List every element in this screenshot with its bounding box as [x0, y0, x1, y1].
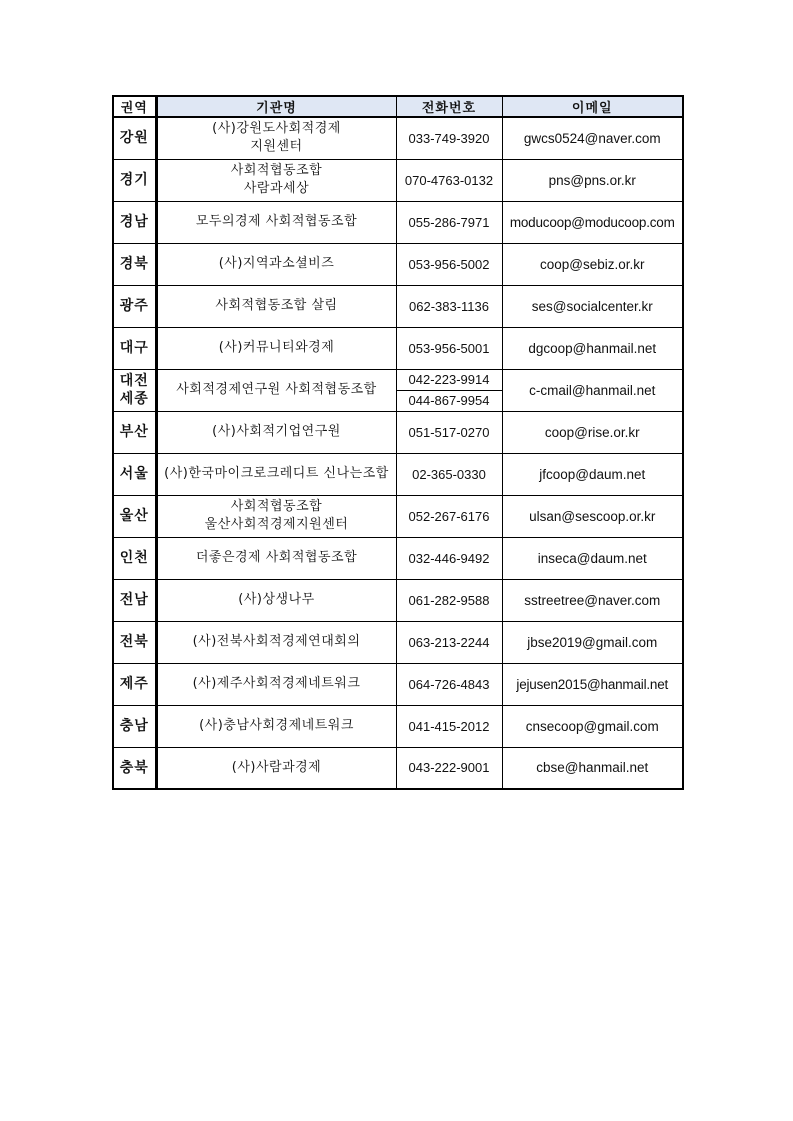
region-cell: 서울 [113, 453, 156, 495]
email-cell: ses@socialcenter.kr [502, 285, 683, 327]
table-row [113, 369, 683, 390]
org-cell: 사회적경제연구원 사회적협동조합 [156, 369, 396, 411]
phone-cell: 070-4763-0132 [396, 159, 502, 201]
phone-cell: 044-867-9954 [396, 390, 502, 411]
region-cell: 충북 [113, 747, 156, 789]
region-cell: 전남 [113, 579, 156, 621]
table-row [113, 621, 683, 663]
table-row [113, 663, 683, 705]
table-row [113, 201, 683, 243]
email-cell: jfcoop@daum.net [502, 453, 683, 495]
org-cell: 사회적협동조합 사람과세상 [156, 159, 396, 201]
region-cell: 전북 [113, 621, 156, 663]
phone-cell: 052-267-6176 [396, 495, 502, 537]
region-cell: 대전 세종 [113, 369, 156, 411]
header-org: 기관명 [156, 96, 396, 117]
org-cell: (사)전북사회적경제연대회의 [156, 621, 396, 663]
email-cell: sstreetree@naver.com [502, 579, 683, 621]
phone-cell: 063-213-2244 [396, 621, 502, 663]
org-cell: 모두의경제 사회적협동조합 [156, 201, 396, 243]
org-cell: (사)강원도사회적경제 지원센터 [156, 117, 396, 159]
region-cell: 부산 [113, 411, 156, 453]
org-cell: (사)한국마이크로크레디트 신나는조합 [156, 453, 396, 495]
email-cell: inseca@daum.net [502, 537, 683, 579]
region-cell: 대구 [113, 327, 156, 369]
email-cell: moducoop@moducoop.com [502, 201, 683, 243]
table-row [113, 579, 683, 621]
table-row [113, 243, 683, 285]
email-cell: cbse@hanmail.net [502, 747, 683, 789]
org-cell: (사)상생나무 [156, 579, 396, 621]
table-row [113, 285, 683, 327]
table-row [113, 537, 683, 579]
region-cell: 경기 [113, 159, 156, 201]
directory-table [112, 95, 684, 790]
region-cell: 강원 [113, 117, 156, 159]
region-cell: 경북 [113, 243, 156, 285]
org-cell: 더좋은경제 사회적협동조합 [156, 537, 396, 579]
email-cell: dgcoop@hanmail.net [502, 327, 683, 369]
email-cell: jbse2019@gmail.com [502, 621, 683, 663]
phone-cell: 061-282-9588 [396, 579, 502, 621]
email-cell: coop@rise.or.kr [502, 411, 683, 453]
contact-directory [112, 95, 682, 790]
header-region: 권역 [113, 96, 156, 117]
email-cell: jejusen2015@hanmail.net [502, 663, 683, 705]
region-cell: 광주 [113, 285, 156, 327]
table-row [113, 495, 683, 537]
org-cell: 사회적협동조합 울산사회적경제지원센터 [156, 495, 396, 537]
region-cell: 울산 [113, 495, 156, 537]
org-cell: (사)지역과소셜비즈 [156, 243, 396, 285]
email-cell: c-cmail@hanmail.net [502, 369, 683, 411]
org-cell: (사)제주사회적경제네트워크 [156, 663, 396, 705]
table-row [113, 159, 683, 201]
phone-cell: 053-956-5001 [396, 327, 502, 369]
header-email: 이메일 [502, 96, 683, 117]
org-cell: (사)충남사회경제네트워크 [156, 705, 396, 747]
phone-cell: 064-726-4843 [396, 663, 502, 705]
phone-cell: 042-223-9914 [396, 369, 502, 390]
region-cell: 인천 [113, 537, 156, 579]
email-cell: pns@pns.or.kr [502, 159, 683, 201]
email-cell: coop@sebiz.or.kr [502, 243, 683, 285]
header-row [113, 96, 683, 117]
phone-cell: 053-956-5002 [396, 243, 502, 285]
org-cell: (사)사회적기업연구원 [156, 411, 396, 453]
phone-cell: 051-517-0270 [396, 411, 502, 453]
phone-cell: 062-383-1136 [396, 285, 502, 327]
phone-cell: 055-286-7971 [396, 201, 502, 243]
region-cell: 경남 [113, 201, 156, 243]
org-cell: 사회적협동조합 살림 [156, 285, 396, 327]
header-phone: 전화번호 [396, 96, 502, 117]
table-row [113, 117, 683, 159]
email-cell: cnsecoop@gmail.com [502, 705, 683, 747]
org-cell: (사)커뮤니티와경제 [156, 327, 396, 369]
email-cell: gwcs0524@naver.com [502, 117, 683, 159]
phone-cell: 032-446-9492 [396, 537, 502, 579]
table-row [113, 747, 683, 789]
table-row [113, 453, 683, 495]
phone-cell: 043-222-9001 [396, 747, 502, 789]
region-cell: 충남 [113, 705, 156, 747]
region-cell: 제주 [113, 663, 156, 705]
phone-cell: 041-415-2012 [396, 705, 502, 747]
phone-cell: 02-365-0330 [396, 453, 502, 495]
phone-cell: 033-749-3920 [396, 117, 502, 159]
table-row [113, 327, 683, 369]
table-row [113, 705, 683, 747]
table-row [113, 411, 683, 453]
org-cell: (사)사람과경제 [156, 747, 396, 789]
email-cell: ulsan@sescoop.or.kr [502, 495, 683, 537]
